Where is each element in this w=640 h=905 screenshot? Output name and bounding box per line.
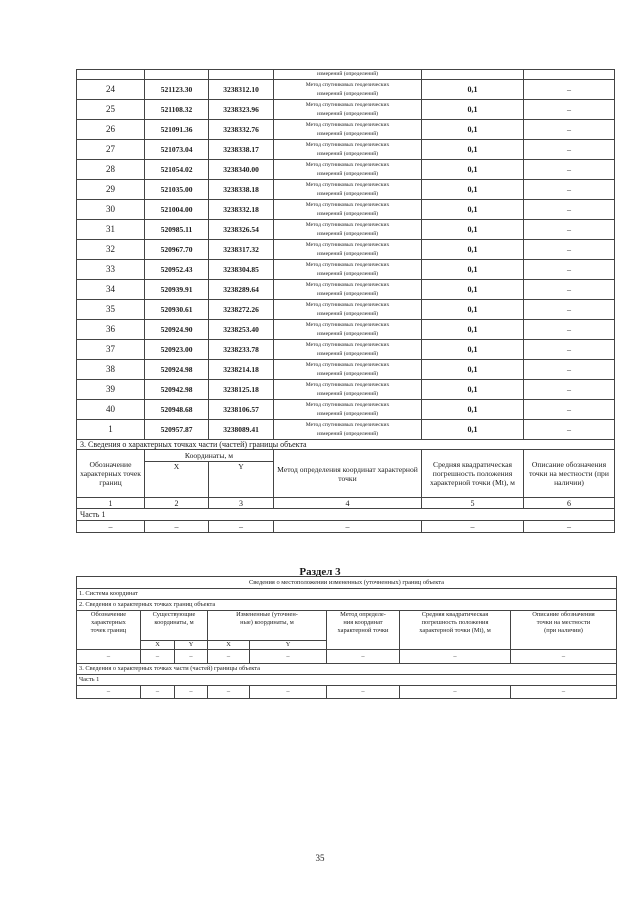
method-cell bbox=[274, 300, 422, 320]
dash-cell: – bbox=[209, 521, 274, 533]
method-line: измерений (определений) bbox=[316, 270, 379, 277]
subtitle-row bbox=[77, 577, 617, 589]
dash-cell: – bbox=[208, 650, 250, 664]
method-cell bbox=[274, 320, 422, 340]
description-value: – bbox=[524, 140, 615, 160]
description-value: – bbox=[524, 260, 615, 280]
table-row bbox=[77, 80, 615, 100]
method-cell bbox=[274, 140, 422, 160]
header-line: Средняя квадратическая bbox=[421, 611, 489, 618]
boundary-points-body bbox=[77, 70, 615, 440]
method-cell bbox=[274, 200, 422, 220]
part-label-row bbox=[77, 509, 615, 521]
accuracy-value: 0,1 bbox=[422, 420, 524, 440]
description-value: – bbox=[524, 320, 615, 340]
method-line: Метод спутниковых геодезических bbox=[305, 281, 390, 288]
point-number: 39 bbox=[77, 380, 145, 400]
method-cell bbox=[274, 180, 422, 200]
dash-cell: – bbox=[77, 650, 141, 664]
header-row bbox=[77, 450, 615, 462]
table-row bbox=[77, 180, 615, 200]
accuracy-value: 0,1 bbox=[422, 140, 524, 160]
description-value: – bbox=[524, 200, 615, 220]
table-row bbox=[77, 160, 615, 180]
y-coordinate: 3238332.76 bbox=[209, 120, 274, 140]
method-line: измерений (определений) bbox=[316, 130, 379, 137]
x-coordinate: 520924.98 bbox=[145, 360, 209, 380]
header-line: характерной точки bbox=[337, 627, 389, 634]
header-method: Метод определения координат характерной точки bbox=[274, 450, 422, 498]
method-line: Метод спутниковых геодезических bbox=[305, 241, 390, 248]
point-number: 36 bbox=[77, 320, 145, 340]
point-number: 32 bbox=[77, 240, 145, 260]
accuracy-value: 0,1 bbox=[422, 360, 524, 380]
table-row bbox=[77, 360, 615, 380]
dash-cell: – bbox=[77, 521, 145, 533]
table-row bbox=[77, 220, 615, 240]
table-row bbox=[77, 100, 615, 120]
changed-boundary-table bbox=[76, 576, 617, 699]
method-line: измерений (определений) bbox=[316, 330, 379, 337]
col-num: 6 bbox=[524, 498, 615, 509]
y-coordinate: 3238326.54 bbox=[209, 220, 274, 240]
point-number: 37 bbox=[77, 340, 145, 360]
col-num: 1 bbox=[77, 498, 145, 509]
header-desc bbox=[511, 611, 617, 650]
y-coordinate: 3238304.85 bbox=[209, 260, 274, 280]
accuracy-value: 0,1 bbox=[422, 220, 524, 240]
col-num: 4 bbox=[274, 498, 422, 509]
method-line: измерений (определений) bbox=[316, 390, 379, 397]
header-row bbox=[77, 611, 617, 641]
method-line: Метод спутниковых геодезических bbox=[305, 381, 390, 388]
method-line: измерений (определений) bbox=[316, 410, 379, 417]
header-line: Существующие bbox=[152, 611, 196, 618]
y-coordinate: 3238253.40 bbox=[209, 320, 274, 340]
header-line: Обозначение bbox=[90, 611, 127, 618]
dash-cell: – bbox=[327, 686, 400, 699]
part-heading: 3. Сведения о характерных точках части (частей) границы объекта bbox=[77, 440, 615, 450]
accuracy-value: 0,1 bbox=[422, 120, 524, 140]
description-value: – bbox=[524, 120, 615, 140]
header-line: характерной точки (Mt), м bbox=[419, 627, 491, 634]
method-line: измерений (определений) bbox=[316, 430, 379, 437]
method-line: Метод спутниковых геодезических bbox=[305, 221, 390, 228]
y-coordinate: 3238340.00 bbox=[209, 160, 274, 180]
method-cell bbox=[274, 280, 422, 300]
cell bbox=[77, 70, 145, 80]
header-changed bbox=[208, 611, 327, 641]
method-cell bbox=[274, 120, 422, 140]
point-number: 25 bbox=[77, 100, 145, 120]
method-line: измерений (определений) bbox=[316, 190, 379, 197]
column-numbers-row bbox=[77, 498, 615, 509]
dash-cell: – bbox=[422, 521, 524, 533]
x-coordinate: 521108.32 bbox=[145, 100, 209, 120]
accuracy-value: 0,1 bbox=[422, 260, 524, 280]
method-line: Метод спутниковых геодезических bbox=[305, 341, 390, 348]
method-cell bbox=[274, 380, 422, 400]
point-number: 34 bbox=[77, 280, 145, 300]
point-number: 40 bbox=[77, 400, 145, 420]
point-number: 35 bbox=[77, 300, 145, 320]
header-line: координаты, м bbox=[154, 619, 194, 626]
points-heading: 2. Сведения о характерных точках границ объекта bbox=[77, 600, 617, 611]
header-method bbox=[327, 611, 400, 650]
dash-cell: – bbox=[250, 650, 327, 664]
table-row bbox=[77, 200, 615, 220]
accuracy-value: 0,1 bbox=[422, 80, 524, 100]
header-line: ния координат bbox=[343, 619, 383, 626]
dash-cell: – bbox=[400, 686, 511, 699]
method-line: Метод спутниковых геодезических bbox=[305, 141, 390, 148]
table-row bbox=[77, 260, 615, 280]
description-value: – bbox=[524, 160, 615, 180]
method-cell: измерений (определений) bbox=[274, 70, 422, 80]
header-point bbox=[77, 611, 141, 650]
x-coordinate: 520942.98 bbox=[145, 380, 209, 400]
x-coordinate: 521123.30 bbox=[145, 80, 209, 100]
page-number: 35 bbox=[315, 853, 325, 863]
description-value: – bbox=[524, 180, 615, 200]
col-num: 2 bbox=[145, 498, 209, 509]
dash-cell: – bbox=[141, 650, 175, 664]
section-subtitle: Сведения о местоположении измененных (уточненных) границ объекта bbox=[77, 577, 617, 589]
header-existing bbox=[141, 611, 208, 641]
header-coords: Координаты, м bbox=[145, 450, 274, 462]
empty-row bbox=[77, 521, 615, 533]
header-x: X bbox=[145, 462, 209, 498]
method-cell bbox=[274, 420, 422, 440]
header-line: Измененные (уточнен- bbox=[236, 611, 298, 618]
x-coordinate: 520924.90 bbox=[145, 320, 209, 340]
x-coordinate: 521004.00 bbox=[145, 200, 209, 220]
dash-cell: – bbox=[250, 686, 327, 699]
coord-system-row bbox=[77, 589, 617, 600]
method-line: Метод спутниковых геодезических bbox=[305, 321, 390, 328]
point-number: 27 bbox=[77, 140, 145, 160]
description-value: – bbox=[524, 420, 615, 440]
table-row bbox=[77, 240, 615, 260]
header-y: Y bbox=[250, 641, 327, 650]
point-number: 29 bbox=[77, 180, 145, 200]
method-line: измерений (определений) bbox=[316, 310, 379, 317]
y-coordinate: 3238125.18 bbox=[209, 380, 274, 400]
cell bbox=[209, 70, 274, 80]
table-row bbox=[77, 120, 615, 140]
table-row bbox=[77, 420, 615, 440]
x-coordinate: 520985.11 bbox=[145, 220, 209, 240]
y-coordinate: 3238338.18 bbox=[209, 180, 274, 200]
method-cell bbox=[274, 400, 422, 420]
accuracy-value: 0,1 bbox=[422, 160, 524, 180]
dash-cell: – bbox=[208, 686, 250, 699]
accuracy-value: 0,1 bbox=[422, 200, 524, 220]
cell bbox=[145, 70, 209, 80]
method-line: измерений (определений) bbox=[316, 110, 379, 117]
section-title: Раздел 3 bbox=[299, 566, 341, 578]
y-coordinate: 3238214.18 bbox=[209, 360, 274, 380]
accuracy-value: 0,1 bbox=[422, 280, 524, 300]
method-cell bbox=[274, 220, 422, 240]
header-line: Метод определе- bbox=[340, 611, 386, 618]
part-label-row bbox=[77, 675, 617, 686]
method-line: измерений (определений) bbox=[316, 370, 379, 377]
description-value: – bbox=[524, 240, 615, 260]
method-cell bbox=[274, 360, 422, 380]
cell bbox=[422, 70, 524, 80]
table-row bbox=[77, 70, 615, 80]
method-line: Метод спутниковых геодезических bbox=[305, 81, 390, 88]
y-coordinate: 3238089.41 bbox=[209, 420, 274, 440]
method-cell bbox=[274, 260, 422, 280]
x-coordinate: 521073.04 bbox=[145, 140, 209, 160]
table-row bbox=[77, 400, 615, 420]
part-label: Часть 1 bbox=[77, 675, 617, 686]
point-number: 28 bbox=[77, 160, 145, 180]
empty-row bbox=[77, 686, 617, 699]
table-row bbox=[77, 280, 615, 300]
header-desc: Описание обозначения точки на местности (при наличии) bbox=[524, 450, 615, 498]
dash-cell: – bbox=[175, 686, 208, 699]
dash-cell: – bbox=[511, 650, 617, 664]
x-coordinate: 520948.68 bbox=[145, 400, 209, 420]
header-accuracy: Средняя квадратическая погрешность положения характерной точки (Mt), м bbox=[422, 450, 524, 498]
method-line: Метод спутниковых геодезических bbox=[305, 201, 390, 208]
description-value: – bbox=[524, 220, 615, 240]
method-line: измерений (определений) bbox=[316, 250, 379, 257]
accuracy-value: 0,1 bbox=[422, 300, 524, 320]
method-line: Метод спутниковых геодезических bbox=[305, 421, 390, 428]
method-cell bbox=[274, 240, 422, 260]
y-coordinate: 3238233.78 bbox=[209, 340, 274, 360]
description-value: – bbox=[524, 80, 615, 100]
method-line: Метод спутниковых геодезических bbox=[305, 361, 390, 368]
cell bbox=[524, 70, 615, 80]
description-value: – bbox=[524, 300, 615, 320]
dash-cell: – bbox=[274, 521, 422, 533]
x-coordinate: 521035.00 bbox=[145, 180, 209, 200]
y-coordinate: 3238106.57 bbox=[209, 400, 274, 420]
header-line: точек границ bbox=[90, 627, 127, 634]
method-line: Метод спутниковых геодезических bbox=[305, 101, 390, 108]
accuracy-value: 0,1 bbox=[422, 240, 524, 260]
part-heading: 3. Сведения о характерных точках части (частей) границы объекта bbox=[77, 664, 617, 675]
method-line: измерений (определений) bbox=[316, 350, 379, 357]
point-number: 31 bbox=[77, 220, 145, 240]
method-line: измерений (определений) bbox=[316, 230, 379, 237]
y-coordinate: 3238289.64 bbox=[209, 280, 274, 300]
table-row bbox=[77, 320, 615, 340]
point-number: 1 bbox=[77, 420, 145, 440]
header-line: (при наличии) bbox=[544, 627, 583, 634]
header-line: характерных bbox=[91, 619, 126, 626]
dash-cell: – bbox=[524, 521, 615, 533]
description-value: – bbox=[524, 360, 615, 380]
x-coordinate: 520930.61 bbox=[145, 300, 209, 320]
empty-row bbox=[77, 650, 617, 664]
method-cell bbox=[274, 100, 422, 120]
point-number: 33 bbox=[77, 260, 145, 280]
method-line: Метод спутниковых геодезических bbox=[305, 261, 390, 268]
x-coordinate: 520939.91 bbox=[145, 280, 209, 300]
header-line: погрешность положения bbox=[421, 619, 489, 626]
header-point: Обозначение характерных точек границ bbox=[77, 450, 145, 498]
description-value: – bbox=[524, 280, 615, 300]
part-label: Часть 1 bbox=[77, 509, 615, 521]
table-row bbox=[77, 340, 615, 360]
x-coordinate: 520923.00 bbox=[145, 340, 209, 360]
method-cell bbox=[274, 340, 422, 360]
y-coordinate: 3238312.10 bbox=[209, 80, 274, 100]
description-value: – bbox=[524, 400, 615, 420]
y-coordinate: 3238323.96 bbox=[209, 100, 274, 120]
header-x: X bbox=[141, 641, 175, 650]
col-num: 5 bbox=[422, 498, 524, 509]
header-line: точки на местности bbox=[536, 619, 591, 626]
boundary-points-table bbox=[76, 69, 615, 533]
method-line: измерений (определений) bbox=[316, 170, 379, 177]
dash-cell: – bbox=[77, 686, 141, 699]
x-coordinate: 521054.02 bbox=[145, 160, 209, 180]
method-line: измерений (определений) bbox=[316, 90, 379, 97]
table-row bbox=[77, 140, 615, 160]
method-line: измерений (определений) bbox=[316, 290, 379, 297]
method-line: Метод спутниковых геодезических bbox=[305, 401, 390, 408]
method-line: измерений (определений) bbox=[316, 150, 379, 157]
method-cell bbox=[274, 160, 422, 180]
x-coordinate: 520952.43 bbox=[145, 260, 209, 280]
x-coordinate: 521091.36 bbox=[145, 120, 209, 140]
point-number: 30 bbox=[77, 200, 145, 220]
dash-cell: – bbox=[141, 686, 175, 699]
method-line: Метод спутниковых геодезических bbox=[305, 301, 390, 308]
header-y: Y bbox=[209, 462, 274, 498]
description-value: – bbox=[524, 380, 615, 400]
part-heading-row bbox=[77, 664, 617, 675]
accuracy-value: 0,1 bbox=[422, 380, 524, 400]
accuracy-value: 0,1 bbox=[422, 400, 524, 420]
dash-cell: – bbox=[511, 686, 617, 699]
y-coordinate: 3238338.17 bbox=[209, 140, 274, 160]
method-line: Метод спутниковых геодезических bbox=[305, 181, 390, 188]
accuracy-value: 0,1 bbox=[422, 180, 524, 200]
coord-system-label: 1. Система координат bbox=[77, 589, 617, 600]
part-section bbox=[77, 440, 615, 533]
table-row bbox=[77, 380, 615, 400]
accuracy-value: 0,1 bbox=[422, 100, 524, 120]
dash-cell: – bbox=[327, 650, 400, 664]
point-number: 26 bbox=[77, 120, 145, 140]
header-accuracy bbox=[400, 611, 511, 650]
header-line: Описание обозначения bbox=[532, 611, 595, 618]
header-y: Y bbox=[175, 641, 208, 650]
point-number: 24 bbox=[77, 80, 145, 100]
table-row bbox=[77, 300, 615, 320]
method-cell bbox=[274, 80, 422, 100]
y-coordinate: 3238317.32 bbox=[209, 240, 274, 260]
dash-cell: – bbox=[400, 650, 511, 664]
accuracy-value: 0,1 bbox=[422, 340, 524, 360]
part-heading-row bbox=[77, 440, 615, 450]
y-coordinate: 3238332.18 bbox=[209, 200, 274, 220]
header-line: ные) координаты, м bbox=[240, 619, 294, 626]
dash-cell: – bbox=[175, 650, 208, 664]
points-heading-row bbox=[77, 600, 617, 611]
x-coordinate: 520967.70 bbox=[145, 240, 209, 260]
x-coordinate: 520957.87 bbox=[145, 420, 209, 440]
description-value: – bbox=[524, 340, 615, 360]
point-number: 38 bbox=[77, 360, 145, 380]
method-line: Метод спутниковых геодезических bbox=[305, 161, 390, 168]
dash-cell: – bbox=[145, 521, 209, 533]
description-value: – bbox=[524, 100, 615, 120]
accuracy-value: 0,1 bbox=[422, 320, 524, 340]
method-line: измерений (определений) bbox=[316, 210, 379, 217]
col-num: 3 bbox=[209, 498, 274, 509]
y-coordinate: 3238272.26 bbox=[209, 300, 274, 320]
method-line: Метод спутниковых геодезических bbox=[305, 121, 390, 128]
header-x: X bbox=[208, 641, 250, 650]
